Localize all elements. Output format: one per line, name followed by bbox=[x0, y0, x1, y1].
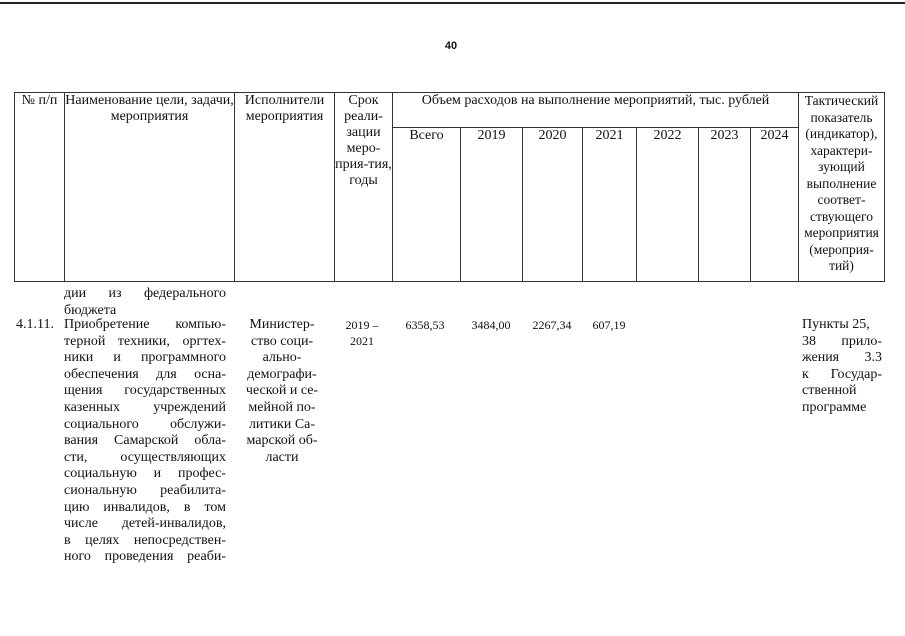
header-year-total: Всего bbox=[393, 128, 461, 282]
row-total: 6358,53 bbox=[405, 318, 445, 332]
row-executor-line: марской об- bbox=[246, 433, 318, 449]
table-header bbox=[14, 92, 885, 282]
row-name-line: казенных учреждений bbox=[64, 399, 226, 415]
row-executor-line: литики Са- bbox=[248, 416, 316, 432]
header-year-2021: 2021 bbox=[583, 128, 637, 282]
row-executor bbox=[234, 317, 330, 466]
row-name-line: сти, осуществляющих bbox=[64, 449, 226, 465]
row-2020-value: 2267,34 bbox=[532, 318, 572, 332]
row-name-line: ники и программного bbox=[64, 350, 226, 366]
header-number: № п/п bbox=[15, 93, 65, 282]
row-indicator bbox=[802, 317, 882, 417]
row-indicator-line: жения 3.3 bbox=[802, 350, 882, 366]
row-name bbox=[64, 317, 226, 566]
row-executor-line: мейной по- bbox=[248, 399, 316, 415]
row-name-line: числе детей-инвалидов, bbox=[64, 516, 226, 532]
row-name-line: ного проведения реаби- bbox=[64, 549, 226, 565]
row-name-line: терной техники, оргтех- bbox=[64, 333, 226, 349]
row-indicator-line: программе bbox=[802, 399, 867, 415]
header-year-2019: 2019 bbox=[461, 128, 523, 282]
header-year-2022: 2022 bbox=[637, 128, 699, 282]
row-name-line: социальную и профес- bbox=[64, 466, 226, 482]
row-indicator-line: к Государ- bbox=[802, 366, 882, 382]
top-border-line bbox=[0, 2, 905, 4]
row-2019-value: 3484,00 bbox=[471, 318, 511, 332]
header-executors: Исполнители мероприятия bbox=[235, 93, 335, 282]
row-indicator-line: Пункты 25, bbox=[802, 317, 870, 332]
row-indicator-line: ственной bbox=[802, 383, 857, 399]
row-name-line: сиональную реабилита- bbox=[64, 482, 226, 498]
continuation-text bbox=[64, 286, 226, 319]
row-name-line: цию инвалидов, в том bbox=[64, 499, 226, 515]
row-executor-line: ласти bbox=[265, 449, 299, 465]
continuation-line: дии из федерального bbox=[64, 286, 226, 301]
page-number: 40 bbox=[444, 40, 458, 52]
header-name: Наименование цели, задачи, мероприятия bbox=[65, 93, 235, 282]
header-year-2023: 2023 bbox=[699, 128, 751, 282]
row-name-line: социального обслужи- bbox=[64, 416, 226, 432]
row-indicator-line: 38 прило- bbox=[802, 333, 882, 349]
row-2021-value: 607,19 bbox=[592, 318, 626, 332]
header-year-2020: 2020 bbox=[523, 128, 583, 282]
continuation-line: бюджета bbox=[64, 302, 117, 318]
row-executor-line: ально- bbox=[262, 350, 302, 366]
row-executor-line: ство соци- bbox=[250, 333, 314, 349]
row-name-line: обеспечения для осна- bbox=[64, 366, 226, 382]
row-period: 2019 – 2021 bbox=[345, 318, 379, 348]
header-period: Срок реали-зации меро-прия-тия, годы bbox=[335, 93, 393, 282]
row-name-line: в целях непосредствен- bbox=[64, 532, 226, 548]
row-number: 4.1.11. bbox=[16, 317, 54, 332]
row-executor-line: демографи- bbox=[247, 366, 317, 382]
header-year-2024: 2024 bbox=[751, 128, 799, 282]
row-name-line: Приобретение компью- bbox=[64, 317, 226, 332]
row-executor-line: Министер- bbox=[249, 317, 315, 332]
header-budget-title: Объем расходов на выполнение мероприятий, тыс. рублей bbox=[393, 93, 799, 128]
row-executor-line: ческой и се- bbox=[245, 383, 319, 399]
row-name-line: щения государственных bbox=[64, 383, 226, 399]
header-indicator: Тактический показатель (индикатор), характери-зующий выполнение соответ-ствующего мероприятия (мероприя-тий) bbox=[799, 93, 885, 282]
row-name-line: вания Самарской обла- bbox=[64, 433, 226, 449]
